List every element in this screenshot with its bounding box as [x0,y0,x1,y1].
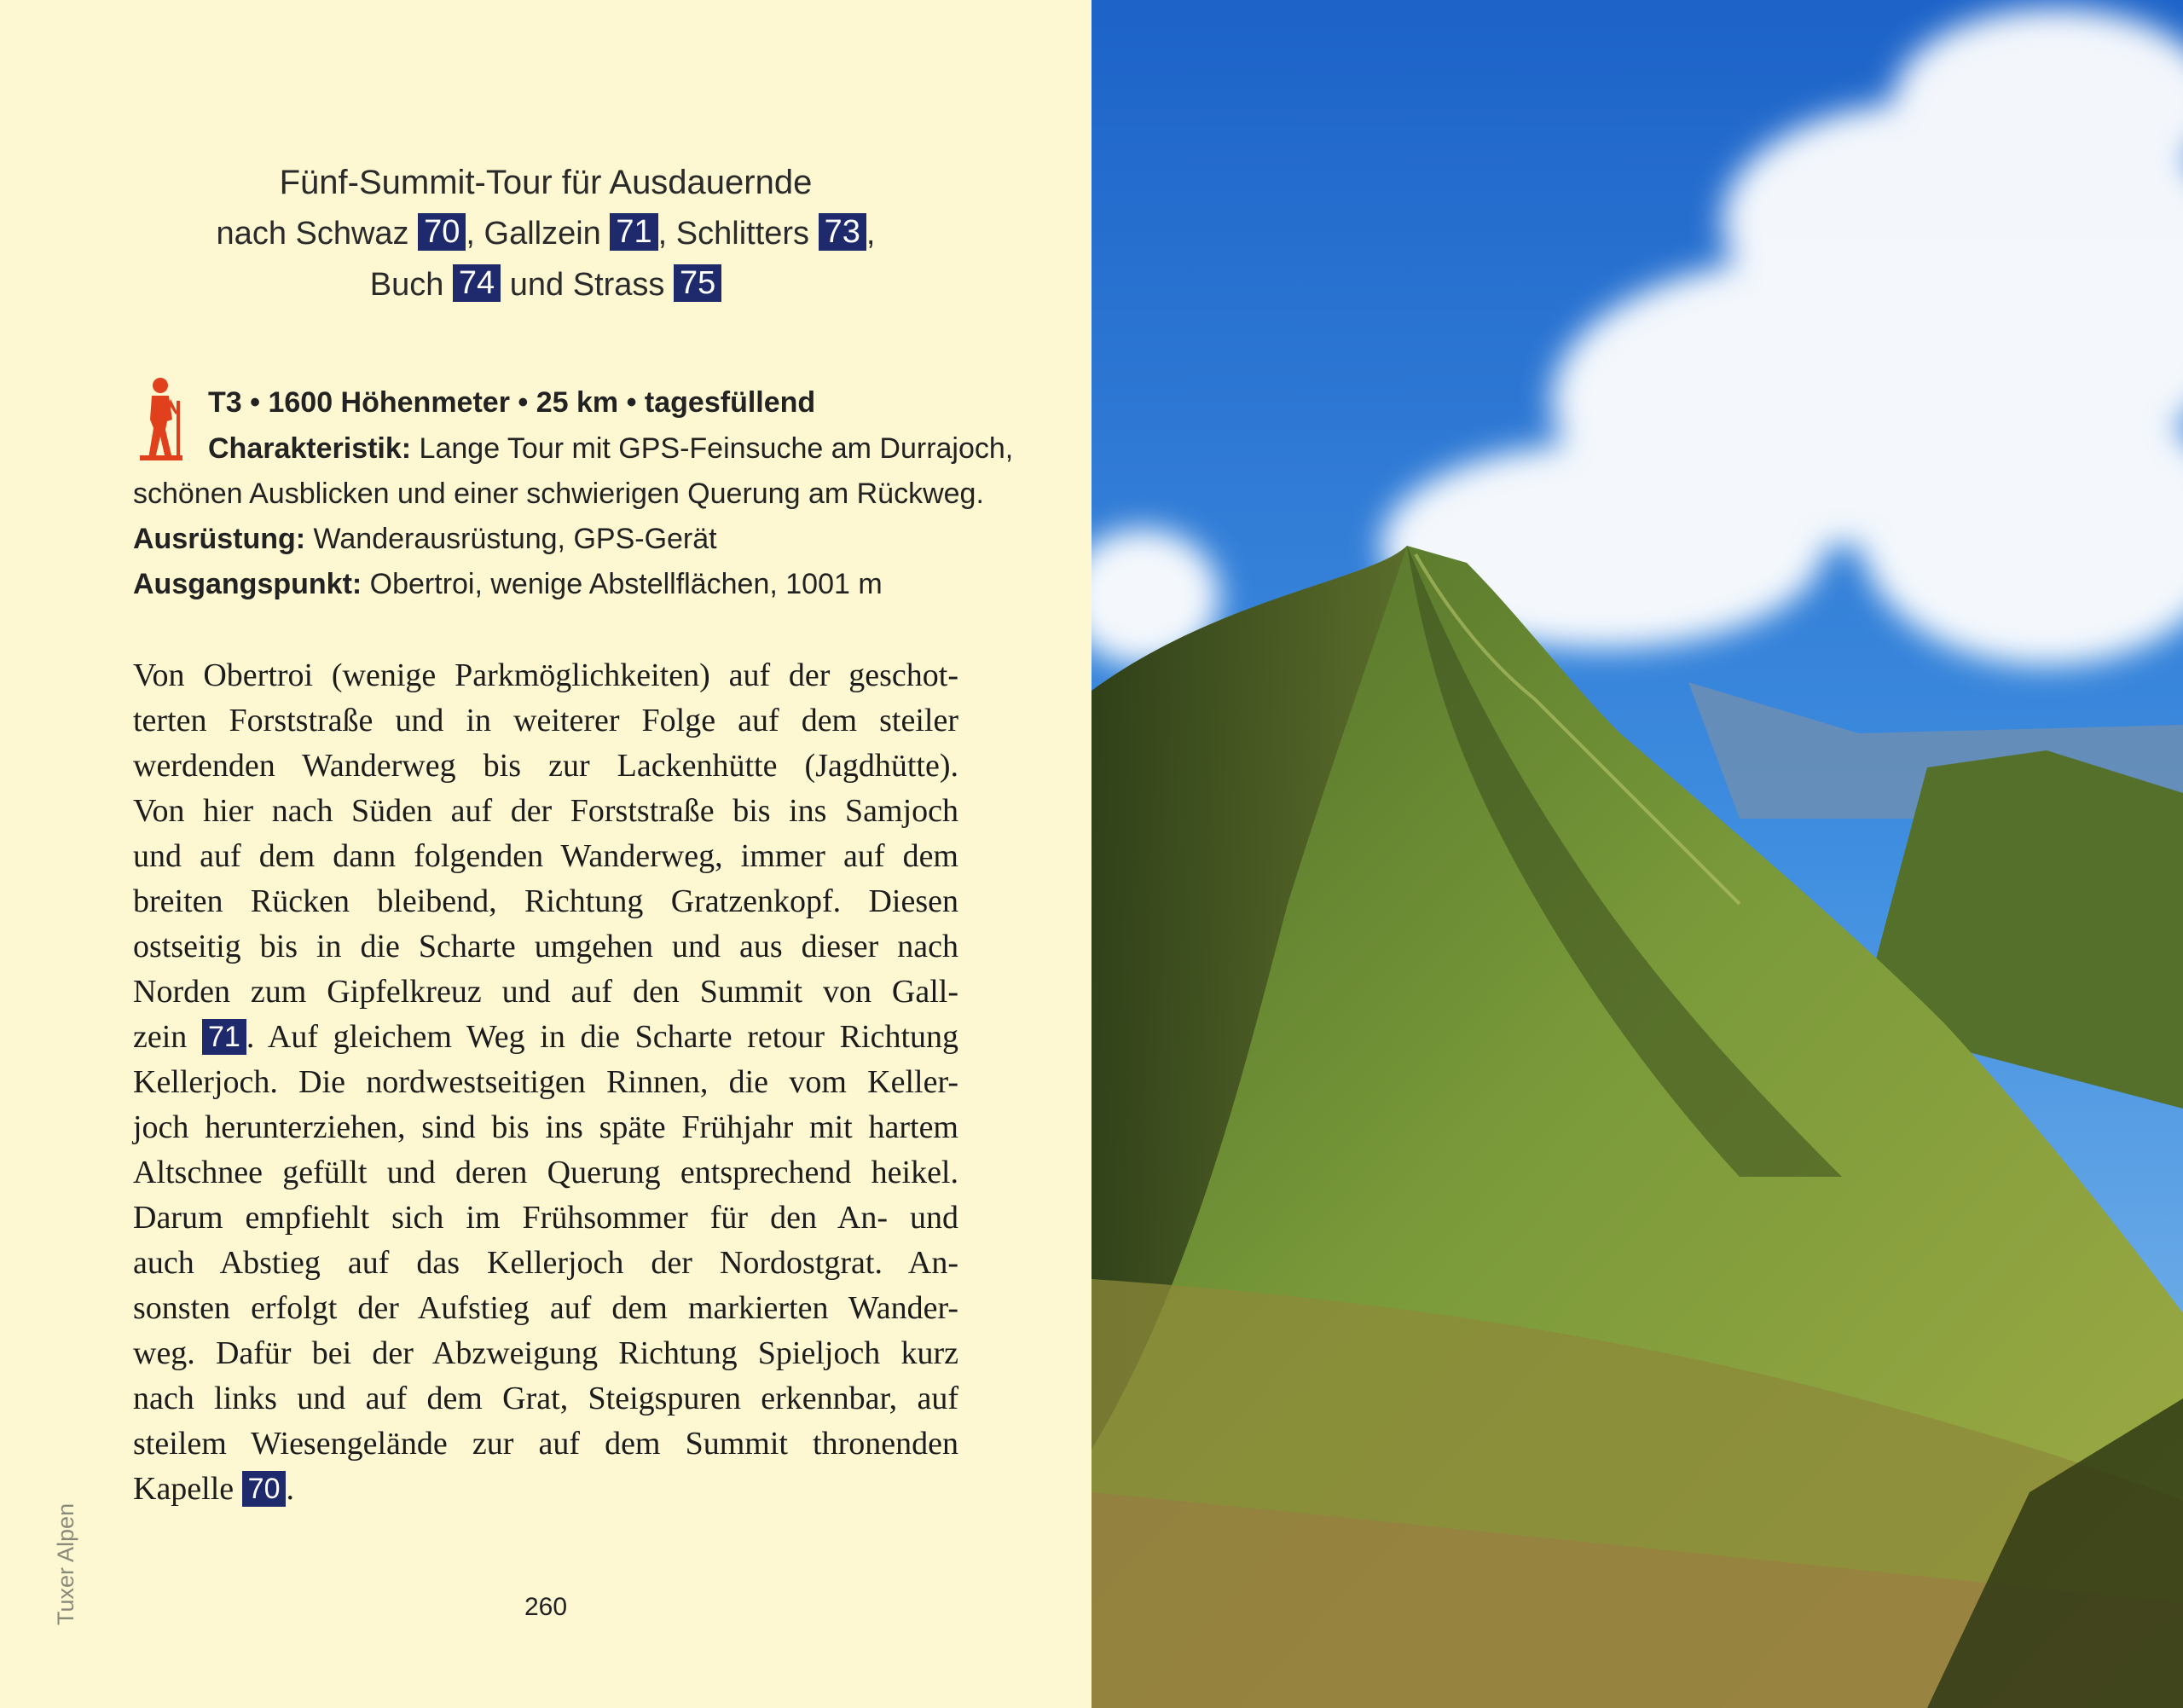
info-characteristic [208,426,1013,472]
body-line: nach links und auf dem Grat, Steigspuren erkennbar, auf [133,1381,958,1416]
info-text: Wanderausrüstung, GPS-Gerät [305,523,717,555]
body-text: Kapelle [133,1471,235,1507]
tour-title: Fünf-Summit-Tour für Ausdauernde [279,164,813,201]
page-number: 260 [524,1593,568,1621]
tour-stats: T3 • 1600 Höhenmeter • 25 km • tagesfüllend [208,386,816,419]
body-line: Darum empfiehlt sich im Frühsommer für den An- und [133,1200,958,1236]
mountain-photo [1092,0,2183,1708]
body-line: ostseitig bis in die Scharte umgehen und aus dieser nach [133,929,958,964]
summit-badge: 70 [418,213,466,251]
body-text: zein [133,1019,188,1055]
summit-badge: 75 [674,264,721,302]
tour-subtitle-line-1 [128,208,964,259]
body-text: . Auf gleichem Weg in die Scharte retour Richtung [246,1019,959,1055]
subtitle-text: , Gallzein [466,216,601,252]
hiker-icon [135,375,186,460]
summit-badge: 73 [819,213,866,251]
subtitle-text: Buch [369,267,444,303]
body-line: Von Obertroi (wenige Parkmöglichkeiten) auf der geschot- [133,657,958,693]
body-line: und auf dem dann folgenden Wanderweg, immer auf dem [133,838,958,874]
body-line: werdenden Wanderweg bis zur Lackenhütte (Jagdhütte). [133,748,958,784]
body-line [133,1015,958,1060]
info-label: Ausgangspunkt: [133,568,362,600]
body-line: terten Forststraße und in weiterer Folge auf dem steiler [133,703,958,738]
subtitle-text: , Schlitters [657,216,810,252]
info-starting-point [133,562,883,607]
info-label: Ausrüstung: [133,523,306,555]
subtitle-text: , [866,216,876,252]
info-characteristic-cont: schönen Ausblicken und einer schwierigen Querung am Rückweg. [133,478,984,510]
body-text: . [286,1471,294,1507]
body-line: auch Abstieg auf das Kellerjoch der Nordostgrat. An- [133,1245,958,1281]
body-line: weg. Dafür bei der Abzweigung Richtung Spieljoch kurz [133,1335,958,1371]
body-line: Von hier nach Süden auf der Forststraße bis ins Samjoch [133,793,958,829]
summit-badge: 71 [202,1019,246,1055]
info-text: Lange Tour mit GPS-Feinsuche am Durrajoch, [411,432,1014,465]
body-line: joch herunterziehen, sind bis ins späte Frühjahr mit hartem [133,1109,958,1145]
body-line: steilem Wiesengelände zur auf dem Summit thronenden [133,1426,958,1462]
subtitle-text: und Strass [509,267,665,303]
tour-subtitle-line-2 [128,259,964,310]
summit-badge: 74 [453,264,501,302]
info-equipment [133,517,717,562]
summit-badge: 71 [610,213,657,251]
info-text: Obertroi, wenige Abstellflächen, 1001 m [362,568,883,600]
body-line: Norden zum Gipfelkreuz und auf den Summit von Gall- [133,974,958,1010]
body-line: sonsten erfolgt der Aufstieg auf dem markierten Wander- [133,1290,958,1326]
body-line: Kellerjoch. Die nordwestseitigen Rinnen, die vom Keller- [133,1064,958,1100]
body-line: breiten Rücken bleibend, Richtung Gratzenkopf. Diesen [133,883,958,919]
summit-badge: 70 [242,1471,287,1507]
body-line: Altschnee gefüllt und deren Querung entsprechend heikel. [133,1155,958,1190]
body-line [133,1467,958,1512]
section-side-label: Tuxer Alpen [53,1502,78,1625]
subtitle-text: nach Schwaz [216,216,409,252]
info-label: Charakteristik: [208,432,412,465]
